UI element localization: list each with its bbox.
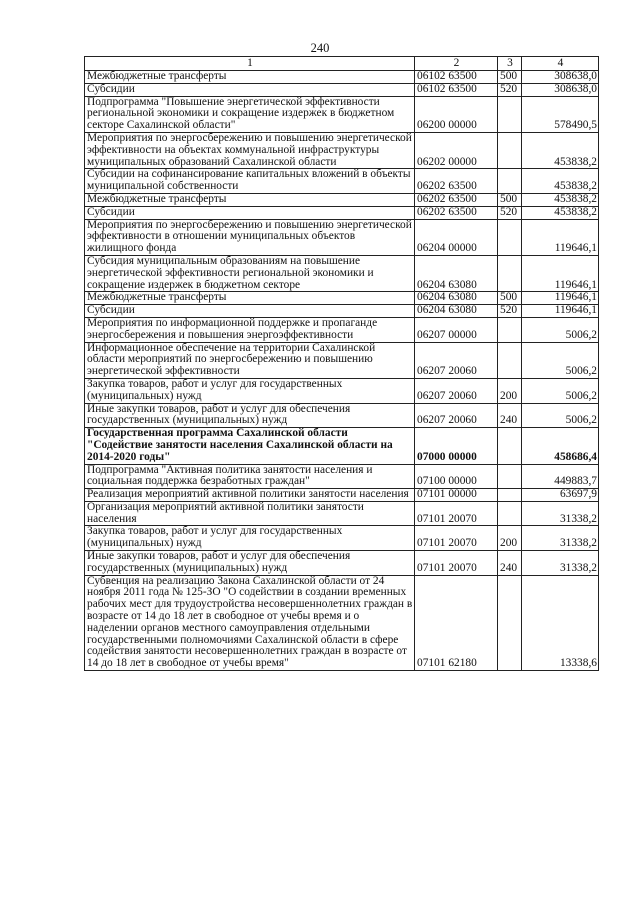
table-row	[85, 305, 599, 318]
table-row	[85, 206, 599, 219]
row-code: 06207 20060	[415, 378, 498, 403]
row-amount: 458686,4	[522, 428, 599, 464]
row-code: 06202 63500	[415, 193, 498, 206]
row-vr: 240	[498, 403, 522, 428]
row-amount: 453838,2	[522, 193, 599, 206]
row-code: 06102 63500	[415, 83, 498, 96]
row-vr	[498, 342, 522, 378]
row-name: Субсидии	[85, 83, 415, 96]
table-row	[85, 71, 599, 84]
table-row	[85, 292, 599, 305]
row-code: 07100 00000	[415, 464, 498, 489]
row-vr	[498, 317, 522, 342]
table-row	[85, 526, 599, 551]
row-vr	[498, 428, 522, 464]
row-name: Межбюджетные трансферты	[85, 71, 415, 84]
row-name: Информационное обеспечение на территории Сахалинской области мероприятий по энергосбережению и повышению энергетической эффективности	[85, 342, 415, 378]
table-row	[85, 169, 599, 194]
row-code: 06204 63080	[415, 255, 498, 291]
table-row	[85, 132, 599, 168]
row-vr	[498, 219, 522, 255]
row-name: Организация мероприятий активной политики занятости населения	[85, 501, 415, 526]
row-name: Межбюджетные трансферты	[85, 193, 415, 206]
row-amount: 119646,1	[522, 255, 599, 291]
row-amount: 578490,5	[522, 96, 599, 132]
row-name: Субвенция на реализацию Закона Сахалинской области от 24 ноября 2011 года № 125-ЗО "О содействии в создании временных рабочих мест для трудоустройства несовершеннолетних граждан в возрасте от 14 до 18 лет в свободное от учебы время и о наделении органов местного самоуправления отдельными государственными полномочиями Сахалинской области в сфере содействия занятости несовершеннолетних граждан в возрасте от 14 до 18 лет в свободное от учебы время"	[85, 575, 415, 670]
row-code: 06204 00000	[415, 219, 498, 255]
table-row	[85, 575, 599, 670]
row-vr: 520	[498, 206, 522, 219]
row-vr	[498, 169, 522, 194]
row-vr	[498, 96, 522, 132]
row-amount: 63697,9	[522, 489, 599, 502]
row-name: Субсидии на софинансирование капитальных вложений в объекты муниципальной собственности	[85, 169, 415, 194]
row-vr	[498, 501, 522, 526]
row-code: 06204 63080	[415, 305, 498, 318]
row-name: Подпрограмма "Активная политика занятости населения и социальная поддержка безработных граждан"	[85, 464, 415, 489]
table-row	[85, 489, 599, 502]
row-amount: 308638,0	[522, 83, 599, 96]
row-amount: 119646,1	[522, 292, 599, 305]
row-amount: 5006,2	[522, 403, 599, 428]
row-amount: 453838,2	[522, 132, 599, 168]
page-number: 240	[310, 41, 330, 55]
table-row	[85, 317, 599, 342]
row-name: Государственная программа Сахалинской области "Содействие занятости населения Сахалинской области на 2014-2020 годы"	[85, 428, 415, 464]
row-amount: 5006,2	[522, 342, 599, 378]
row-code: 07101 62180	[415, 575, 498, 670]
row-amount: 119646,1	[522, 219, 599, 255]
table-row	[85, 378, 599, 403]
row-code: 07101 00000	[415, 489, 498, 502]
row-vr	[498, 575, 522, 670]
row-amount: 119646,1	[522, 305, 599, 318]
row-vr: 500	[498, 193, 522, 206]
row-code: 06207 20060	[415, 403, 498, 428]
row-vr: 520	[498, 83, 522, 96]
row-vr	[498, 464, 522, 489]
table-row	[85, 501, 599, 526]
row-name: Иные закупки товаров, работ и услуг для обеспечения государственных (муниципальных) нужд	[85, 551, 415, 576]
row-code: 06200 00000	[415, 96, 498, 132]
row-name: Реализация мероприятий активной политики занятости населения	[85, 489, 415, 502]
row-code: 07101 20070	[415, 526, 498, 551]
row-amount: 5006,2	[522, 378, 599, 403]
row-code: 07101 20070	[415, 501, 498, 526]
row-amount: 31338,2	[522, 551, 599, 576]
row-name: Иные закупки товаров, работ и услуг для обеспечения государственных (муниципальных) нужд	[85, 403, 415, 428]
row-amount: 5006,2	[522, 317, 599, 342]
row-name: Закупка товаров, работ и услуг для государственных (муниципальных) нужд	[85, 378, 415, 403]
table-row-program	[85, 428, 599, 464]
row-name: Субсидии	[85, 305, 415, 318]
row-name: Субсидия муниципальным образованиям на повышение энергетической эффективности региональной экономики и сокращение издержек в бюджетном секторе	[85, 255, 415, 291]
header-col-2: 2	[415, 57, 498, 71]
table-row	[85, 219, 599, 255]
table-row	[85, 342, 599, 378]
row-vr: 520	[498, 305, 522, 318]
row-code: 07000 00000	[415, 428, 498, 464]
row-vr: 240	[498, 551, 522, 576]
row-amount: 13338,6	[522, 575, 599, 670]
row-code: 06207 20060	[415, 342, 498, 378]
row-code: 06202 00000	[415, 132, 498, 168]
row-amount: 308638,0	[522, 71, 599, 84]
row-code: 06102 63500	[415, 71, 498, 84]
budget-table	[84, 56, 599, 671]
row-amount: 31338,2	[522, 526, 599, 551]
header-col-4: 4	[522, 57, 599, 71]
row-vr: 500	[498, 71, 522, 84]
row-amount: 449883,7	[522, 464, 599, 489]
table-row	[85, 255, 599, 291]
row-name: Мероприятия по информационной поддержке и пропаганде энергосбережения и повышения энергоэффективности	[85, 317, 415, 342]
row-vr: 200	[498, 526, 522, 551]
row-code: 06202 63500	[415, 169, 498, 194]
row-amount: 453838,2	[522, 206, 599, 219]
row-name: Мероприятия по энергосбережению и повышению энергетической эффективности на объектах коммунальной инфраструктуры муниципальных образований Сахалинской области	[85, 132, 415, 168]
row-vr: 500	[498, 292, 522, 305]
row-amount: 453838,2	[522, 169, 599, 194]
header-col-3: 3	[498, 57, 522, 71]
row-name: Подпрограмма "Повышение энергетической эффективности региональной экономики и сокращение издержек в бюджетном секторе Сахалинской области"	[85, 96, 415, 132]
table-header-row	[85, 57, 599, 71]
table-row	[85, 193, 599, 206]
row-vr	[498, 489, 522, 502]
row-name: Межбюджетные трансферты	[85, 292, 415, 305]
row-code: 06207 00000	[415, 317, 498, 342]
row-amount: 31338,2	[522, 501, 599, 526]
table-row	[85, 83, 599, 96]
row-name: Мероприятия по энергосбережению и повышению энергетической эффективности в отношении муниципальных объектов жилищного фонда	[85, 219, 415, 255]
row-vr	[498, 132, 522, 168]
row-name: Закупка товаров, работ и услуг для государственных (муниципальных) нужд	[85, 526, 415, 551]
row-code: 06202 63500	[415, 206, 498, 219]
table-row	[85, 464, 599, 489]
table-row	[85, 551, 599, 576]
row-code: 06204 63080	[415, 292, 498, 305]
row-vr: 200	[498, 378, 522, 403]
table-row	[85, 403, 599, 428]
row-code: 07101 20070	[415, 551, 498, 576]
row-name: Субсидии	[85, 206, 415, 219]
header-col-1: 1	[85, 57, 415, 71]
table-row	[85, 96, 599, 132]
row-vr	[498, 255, 522, 291]
